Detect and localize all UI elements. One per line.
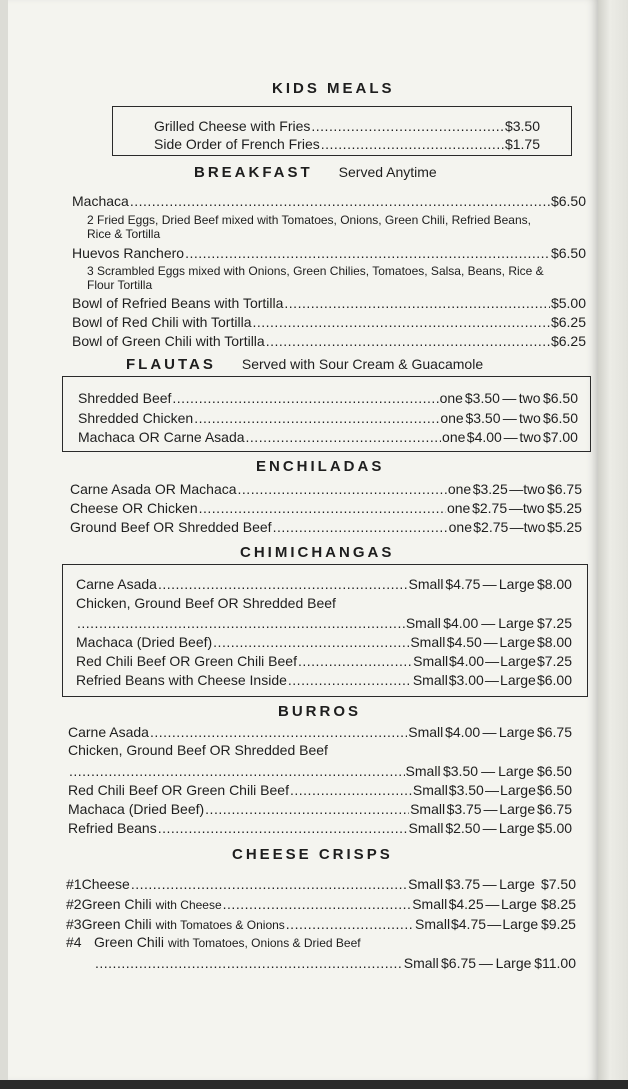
menu-item-name: Chicken, Ground Beef OR Shredded Beef: [68, 742, 328, 758]
breakfast-subtitle: Served Anytime: [338, 164, 437, 180]
menu-item: Shredded Chicken ..... one $3.50 — two $6.50: [78, 410, 578, 429]
item-description: 3 Scrambled Eggs mixed with Onions, Green Chilies, Tomatoes, Salsa, Beans, Rice & Flour Tortilla: [87, 264, 544, 292]
menu-item: ..... Small $4.00 — Large $7.25: [76, 615, 572, 634]
burros-title: BURROS: [278, 703, 362, 720]
menu-item: Refried Beans with Cheese Inside ..... Small $3.00 — Large $6.00: [76, 672, 572, 691]
chimichangas-title: CHIMICHANGAS: [240, 544, 395, 561]
menu-item: Red Chili Beef OR Green Chili Beef ..... Small $4.00 — Large $7.25: [76, 653, 572, 672]
menu-item: ..... Small $6.75 — Large $11.00: [94, 955, 576, 974]
menu-item: Cheese OR Chicken ..... one $2.75 — two $5.25: [70, 500, 582, 519]
menu-item: Machaca ..... $6.50: [72, 193, 586, 212]
menu-item: Machaca OR Carne Asada ..... one $4.00 — two $7.00: [78, 429, 578, 448]
cheese-crisps-title: CHEESE CRISPS: [232, 846, 393, 863]
menu-item: Carne Asada OR Machaca ..... one $3.25 — two $6.75: [70, 481, 582, 500]
page-fold: [598, 0, 628, 1089]
menu-item: Red Chili Beef OR Green Chili Beef ..... Small $3.50 — Large $6.50: [68, 782, 572, 801]
menu-item: Machaca (Dried Beef) ..... Small $4.50 — Large $8.00: [76, 634, 572, 653]
menu-item: Carne Asada ..... Small $4.75 — Large $8.00: [76, 576, 572, 595]
breakfast-title: BREAKFAST Served Anytime: [194, 164, 437, 181]
menu-item: Ground Beef OR Shredded Beef ..... one $2.75 — two $5.25: [70, 519, 582, 538]
flautas-subtitle: Served with Sour Cream & Guacamole: [241, 356, 484, 372]
menu-page: [8, 0, 598, 1080]
menu-item: Bowl of Red Chili with Tortilla ..... $6.25: [72, 314, 586, 333]
menu-item: #2 Green Chili with Cheese ..... Small $4.25 — Large $8.25: [66, 896, 576, 915]
flautas-title: FLAUTAS Served with Sour Cream & Guacamole: [126, 356, 484, 373]
menu-item: Bowl of Refried Beans with Tortilla ..... $5.00: [72, 295, 586, 314]
menu-item: #3 Green Chili with Tomatoes & Onions ..... Small $4.75 — Large $9.25: [66, 916, 576, 935]
item-description: 2 Fried Eggs, Dried Beef mixed with Tomatoes, Onions, Green Chili, Refried Beans, Rice & Tortilla: [87, 213, 531, 241]
menu-item: Bowl of Green Chili with Tortilla ..... $6.25: [72, 333, 586, 352]
enchiladas-title: ENCHILADAS: [256, 458, 385, 475]
kids-meals-title: KIDS MEALS: [272, 80, 395, 97]
menu-item: ..... Small $3.50 — Large $6.50: [68, 763, 572, 782]
menu-item: Carne Asada ..... Small $4.00 — Large $6.75: [68, 724, 572, 743]
menu-item: Refried Beans ..... Small $2.50 — Large $5.00: [68, 820, 572, 839]
menu-item-name: Chicken, Ground Beef OR Shredded Beef: [76, 595, 336, 611]
scan-edge: [0, 1080, 628, 1089]
menu-item-name: #4 Green Chili with Tomatoes, Onions & Dried Beef: [66, 934, 361, 950]
menu-item: Machaca (Dried Beef) ..... Small $3.75 — Large $6.75: [68, 801, 572, 820]
menu-item: Grilled Cheese with Fries ..... $3.50: [154, 118, 540, 137]
menu-item: Side Order of French Fries ..... $1.75: [154, 136, 540, 155]
menu-item: Huevos Ranchero ..... $6.50: [72, 245, 586, 264]
menu-item: #1 Cheese ..... Small $3.75 — Large $7.50: [66, 876, 576, 895]
menu-item: Shredded Beef ..... one $3.50 — two $6.50: [78, 390, 578, 409]
